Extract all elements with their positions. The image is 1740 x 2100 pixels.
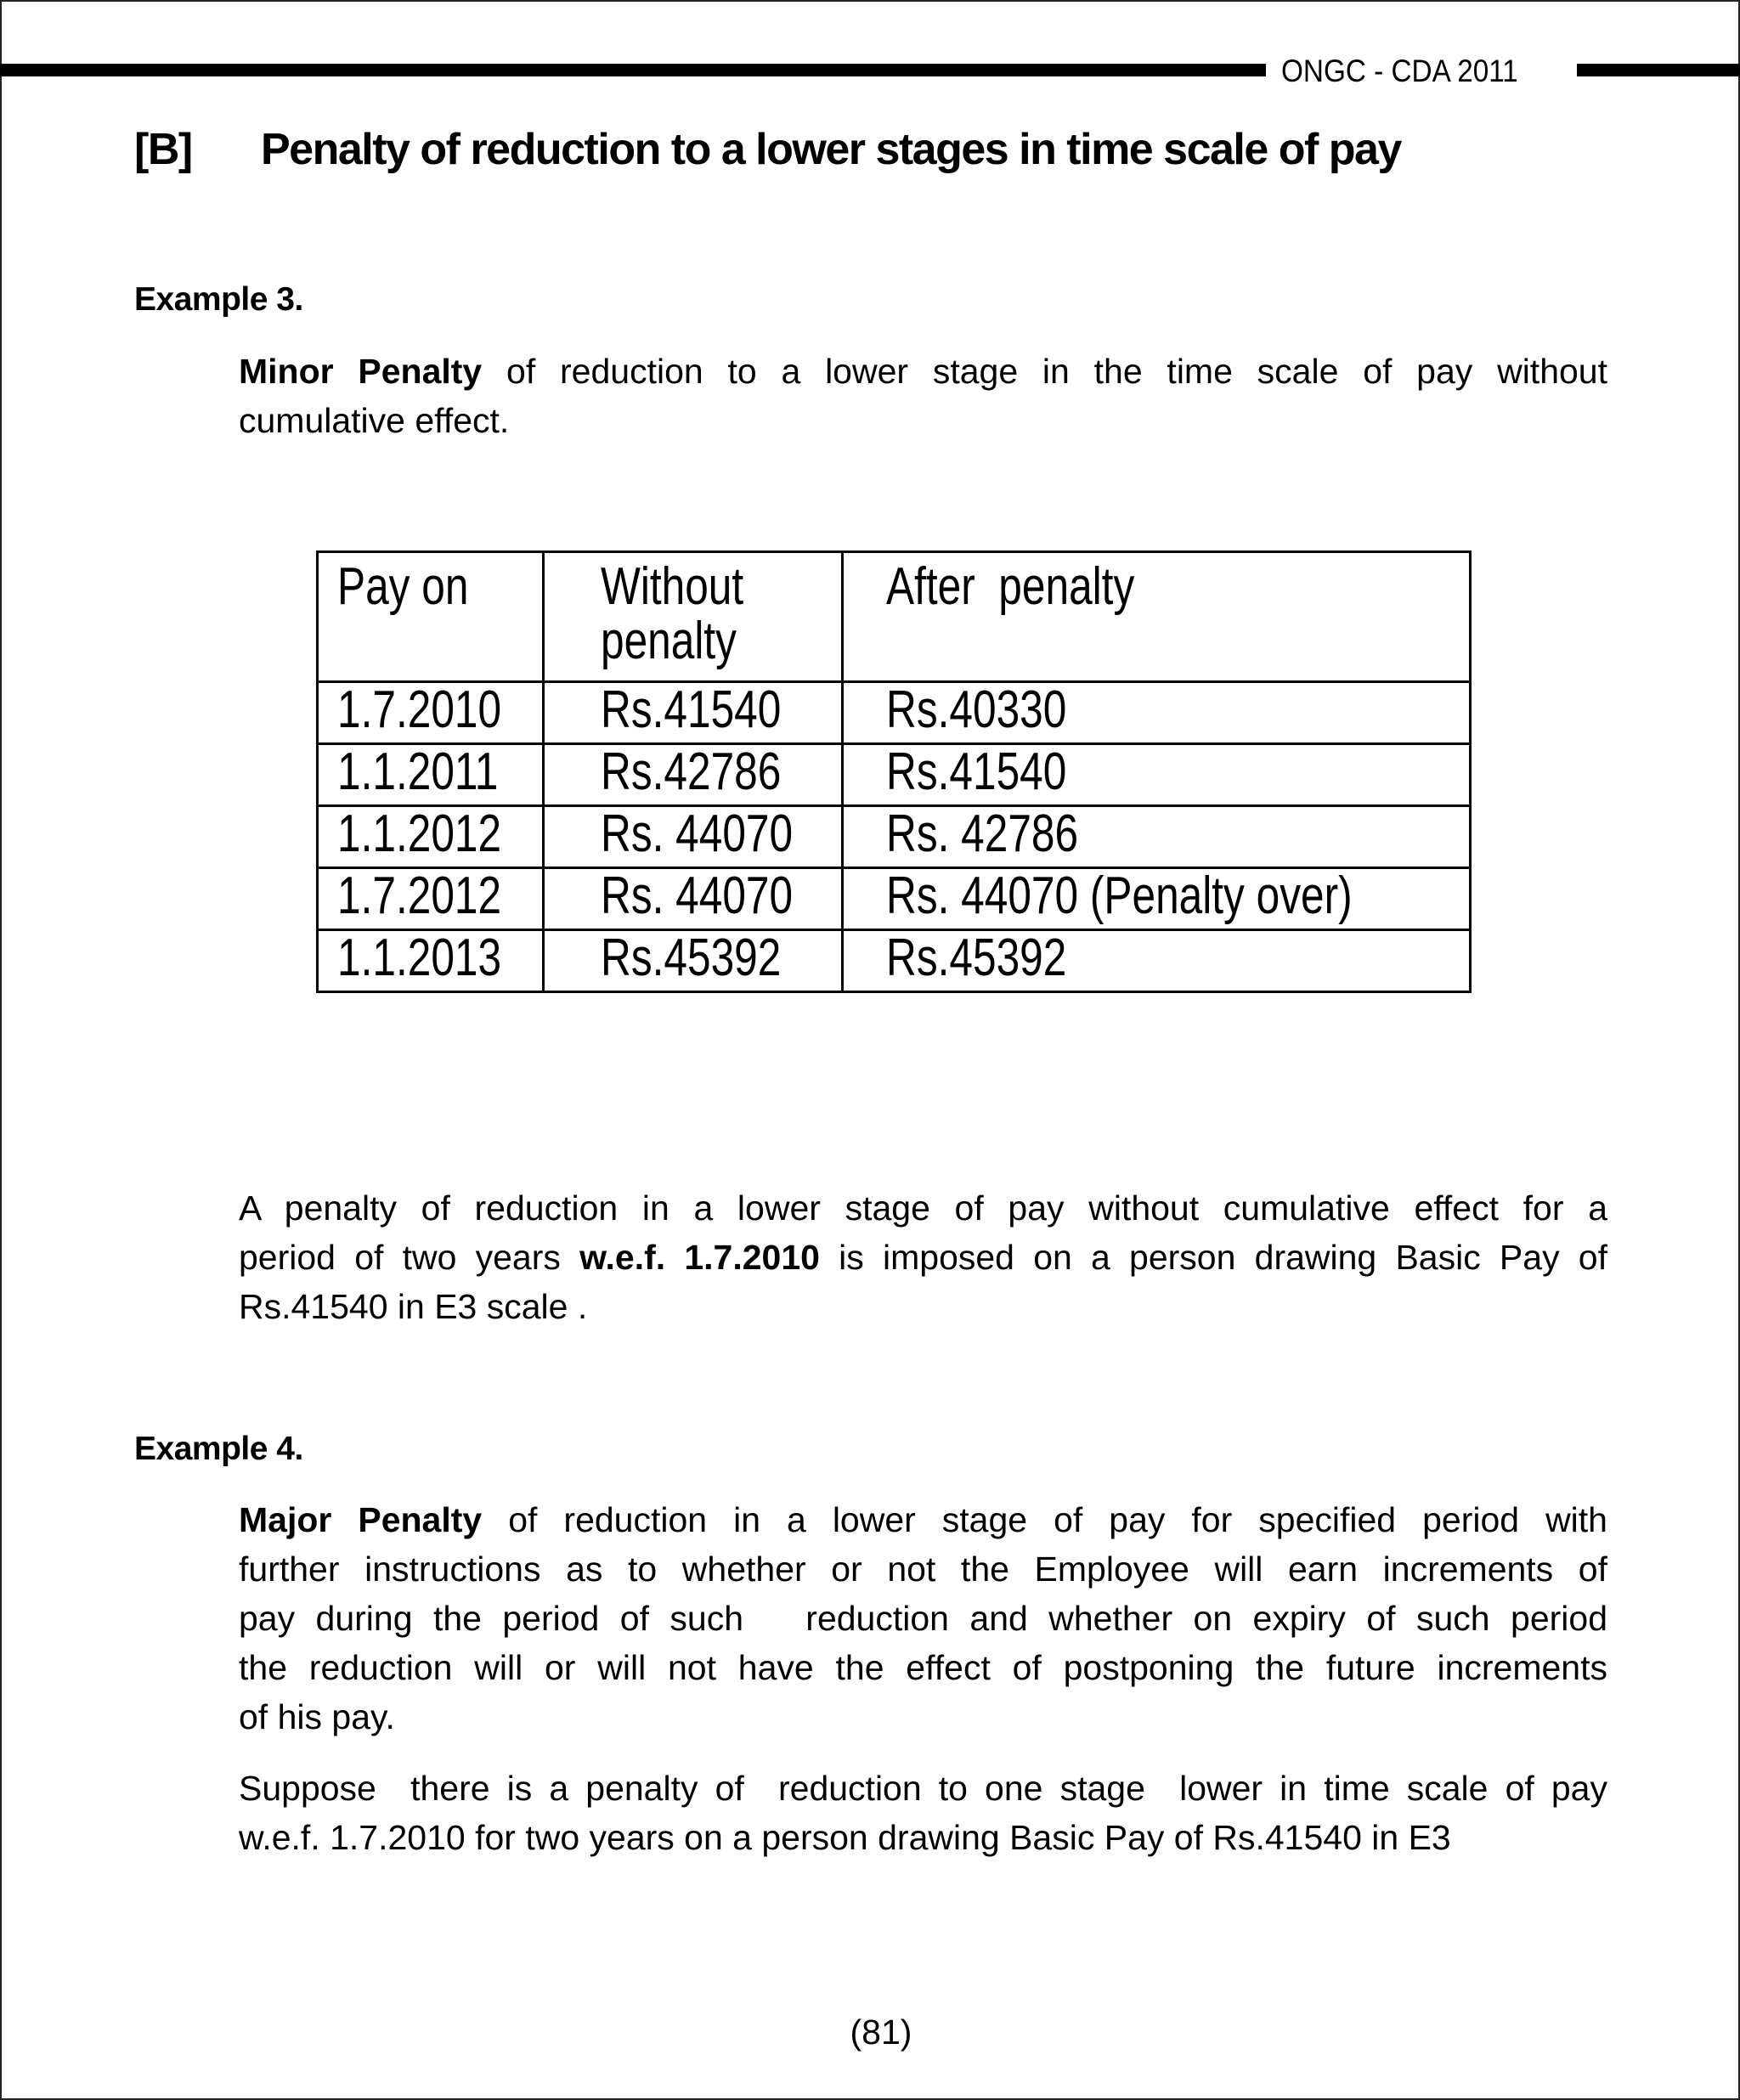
- text: of reduction to a lower stage in the time scale of pay without: [482, 352, 1607, 391]
- text-line: [239, 1183, 1607, 1233]
- text-line: [239, 396, 1607, 445]
- example-3-heading: Example 3.: [134, 281, 303, 318]
- text-line: [239, 1544, 1607, 1594]
- pay-without-penalty: Rs.45392: [601, 929, 782, 987]
- section-label: [B]: [134, 125, 192, 174]
- text-line: [239, 1495, 1607, 1544]
- text: the reduction will or will not have the effect of postponing the future increments: [239, 1648, 1607, 1687]
- text-line: [239, 1594, 1607, 1643]
- pay-after-penalty: Rs. 44070 (Penalty over): [885, 867, 1353, 925]
- text: Rs.41540 in E3 scale .: [239, 1287, 588, 1326]
- pay-without-penalty: Rs.41540: [601, 680, 782, 739]
- header-without-penalty: Without penalty: [601, 557, 744, 670]
- header-pay-on: Pay on: [337, 557, 469, 616]
- pay-after-penalty: Rs.41540: [885, 742, 1067, 801]
- table-row: [318, 868, 1471, 930]
- text-line: [239, 1764, 1607, 1813]
- example-3-intro: [239, 347, 1607, 445]
- table-row: [318, 682, 1471, 744]
- text: of his pay.: [239, 1697, 395, 1736]
- pay-without-penalty: Rs. 44070: [601, 804, 794, 863]
- example-3-note: [239, 1183, 1607, 1331]
- text: is imposed on a person drawing Basic Pay of: [819, 1238, 1607, 1277]
- text: pay during the period of such reduction and whether on expiry of such period: [239, 1599, 1607, 1638]
- text: A penalty of reduction in a lower stage of pay without cumulative effect for a: [239, 1188, 1607, 1228]
- table-row: [318, 930, 1471, 992]
- pay-date: 1.1.2013: [337, 929, 502, 987]
- pay-date: 1.1.2012: [337, 804, 502, 863]
- pay-without-penalty: Rs.42786: [601, 742, 782, 801]
- section-title: Penalty of reduction to a lower stages in time scale of pay: [261, 125, 1401, 174]
- pay-after-penalty: Rs.40330: [885, 680, 1067, 739]
- header-rule: [0, 64, 1266, 76]
- pay-date: 1.7.2010: [337, 680, 502, 739]
- text-line: [239, 1233, 1607, 1282]
- pay-table: [316, 550, 1472, 993]
- table-row: [318, 744, 1471, 806]
- bold-text: w.e.f. 1.7.2010: [579, 1238, 820, 1277]
- table-header-row: [318, 552, 1471, 682]
- header-rule-right: [1577, 64, 1740, 76]
- bold-text: Major Penalty: [239, 1500, 483, 1539]
- table-row: [318, 806, 1471, 868]
- text: cumulative effect.: [239, 401, 510, 440]
- bold-text: Minor Penalty: [239, 352, 483, 391]
- pay-date: 1.7.2012: [337, 867, 502, 925]
- page-number: (81): [850, 2012, 912, 2052]
- header-after-penalty: After penalty: [885, 557, 1135, 616]
- example-4-heading: Example 4.: [134, 1431, 303, 1467]
- pay-after-penalty: Rs.45392: [885, 929, 1067, 987]
- text-line: [239, 1813, 1607, 1862]
- text: period of two years: [239, 1238, 580, 1277]
- pay-date: 1.1.2011: [337, 742, 499, 801]
- text: of reduction in a lower stage of pay for specified period with: [482, 1500, 1607, 1539]
- text-line: [239, 347, 1607, 396]
- text: w.e.f. 1.7.2010 for two years on a person drawing Basic Pay of Rs.41540 in E3: [239, 1818, 1451, 1857]
- text-line: [239, 1643, 1607, 1692]
- example-4-intro: [239, 1495, 1607, 1742]
- pay-without-penalty: Rs. 44070: [601, 867, 794, 925]
- pay-after-penalty: Rs. 42786: [885, 804, 1079, 863]
- text: Suppose there is a penalty of reduction to one stage lower in time scale of pay: [239, 1769, 1607, 1808]
- running-title: ONGC - CDA 2011: [1281, 54, 1518, 88]
- text-line: [239, 1692, 1607, 1742]
- example-4-suppose: [239, 1764, 1607, 1862]
- text: further instructions as to whether or not the Employee will earn increments of: [239, 1550, 1607, 1589]
- text-line: [239, 1282, 1607, 1331]
